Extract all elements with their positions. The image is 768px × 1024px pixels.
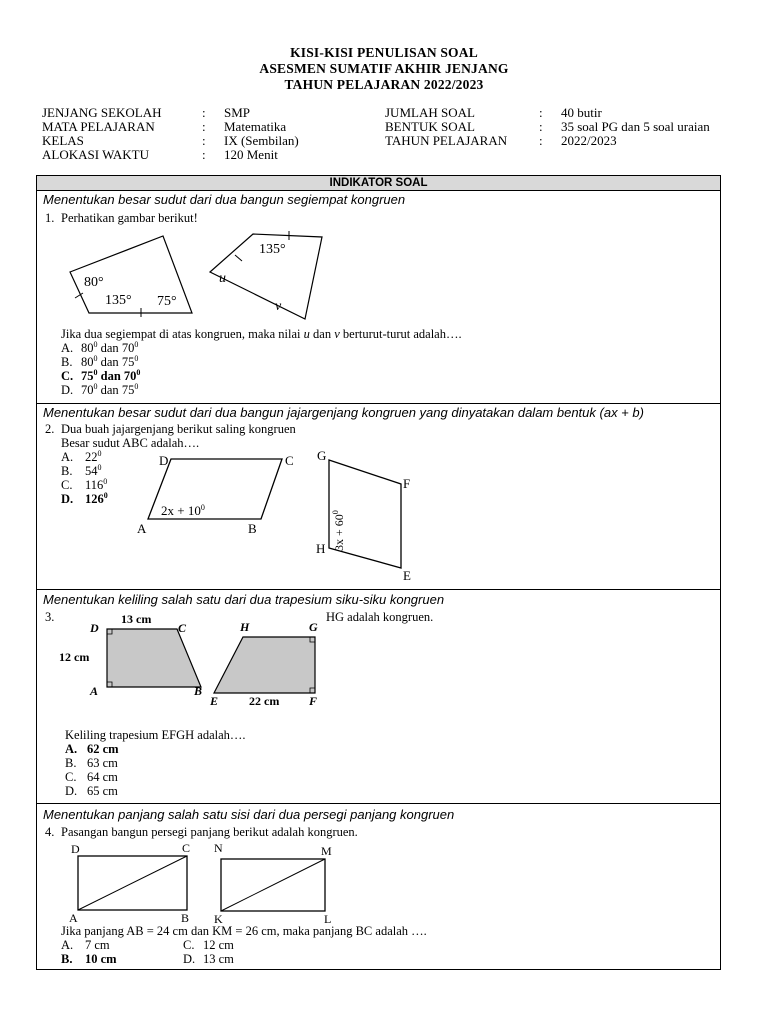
q1-angle-75: 75°	[157, 294, 177, 309]
option-letter: D.	[65, 784, 78, 798]
option-value: 7 cm	[85, 938, 110, 952]
q1-question-pre: Jika dua segiempat di atas kongruen, maka nilai	[61, 327, 304, 341]
q1-number: 1.	[45, 211, 55, 225]
degree-mark: 0	[93, 368, 98, 377]
option-value: 10 cm	[85, 952, 117, 966]
q2-line-2: Besar sudut ABC adalah….	[61, 436, 200, 450]
option-letter: A.	[61, 450, 74, 464]
q4-number: 4.	[45, 825, 55, 839]
meta-label: JENJANG SEKOLAH	[42, 105, 162, 120]
meta-colon: :	[202, 119, 206, 134]
q1-var-v: v	[275, 299, 282, 314]
q3-vertex-d: D	[90, 621, 99, 635]
q1-angle-135-right: 135°	[259, 242, 286, 257]
q3-vertex-g: G	[309, 620, 318, 634]
q1-question-mid: dan	[309, 327, 335, 341]
meta-label: ALOKASI WAKTU	[42, 147, 150, 162]
q1-question-u: u	[303, 327, 310, 341]
title-line-2: ASESMEN SUMATIF AKHIR JENJANG	[259, 61, 509, 76]
q2-figure	[37, 403, 720, 589]
q1-option-a[interactable]	[61, 341, 138, 355]
q3-trapezoid-abcd	[107, 629, 201, 687]
option-value: 12 cm	[203, 938, 234, 952]
q3-label-bottom: 22 cm	[249, 694, 280, 708]
meta-colon: :	[539, 105, 543, 120]
q2-line-1: Dua buah jajargenjang berikut saling kongruen	[61, 422, 296, 436]
q3-label-top: 13 cm	[121, 612, 152, 626]
q4-vertex-a: A	[69, 911, 78, 925]
option-value: 80	[81, 355, 94, 369]
option-sep: dan	[97, 383, 122, 397]
option-letter: A.	[61, 341, 74, 355]
q2-vertex-e: E	[403, 568, 411, 583]
option-letter: B.	[61, 952, 73, 966]
meta-value: SMP	[224, 105, 251, 120]
q3-number: 3.	[45, 610, 55, 624]
q4-vertex-b: B	[181, 911, 190, 925]
q2-vertex-g: G	[317, 448, 327, 463]
q4-indicator: Menentukan panjang salah satu sisi dari dua persegi panjang kongruen	[43, 807, 455, 822]
q4-vertex-n: N	[214, 841, 223, 855]
q3-option-d[interactable]	[65, 784, 118, 798]
q2-vertex-a: A	[137, 521, 147, 536]
meta-colon: :	[202, 133, 206, 148]
option-value: 70	[121, 341, 135, 355]
q2-number: 2.	[45, 422, 55, 436]
option-value: 13 cm	[203, 952, 234, 966]
meta-value: 2022/2023	[561, 133, 617, 148]
degree-mark: 0	[97, 463, 102, 472]
degree-mark: 0	[97, 449, 102, 458]
option-value: 70	[81, 383, 94, 397]
option-value: 63 cm	[87, 756, 118, 770]
q1-prompt: Perhatikan gambar berikut!	[61, 211, 198, 225]
option-letter: A.	[61, 938, 74, 952]
option-letter: A.	[65, 742, 78, 756]
option-sep: dan	[97, 369, 124, 383]
q1-option-b[interactable]	[61, 355, 138, 369]
q1-var-u: u	[219, 271, 226, 286]
option-letter: C.	[65, 770, 77, 784]
meta-value: 35 soal PG dan 5 soal uraian	[561, 119, 710, 134]
option-value: 75	[81, 369, 94, 383]
q1-option-c[interactable]	[61, 369, 140, 383]
option-letter: D.	[183, 952, 196, 966]
q4-option-d[interactable]	[183, 952, 234, 966]
q3-label-side: 12 cm	[59, 650, 90, 664]
option-sep: dan	[97, 341, 122, 355]
option-letter: C.	[61, 478, 73, 492]
q4-vertex-m: M	[321, 844, 332, 858]
option-letter: D.	[61, 492, 74, 506]
q2-vertex-h: H	[316, 541, 326, 556]
indicator-table	[36, 175, 721, 970]
q4-vertex-c: C	[182, 841, 191, 855]
meta-value: 120 Menit	[224, 147, 278, 162]
q1-angle-135-left: 135°	[105, 293, 132, 308]
meta-label: TAHUN PELAJARAN	[385, 133, 508, 148]
q4-option-c[interactable]	[183, 938, 234, 952]
q3-figure	[37, 589, 720, 803]
degree-mark: 0	[93, 382, 98, 391]
q1-angle-80: 80°	[84, 275, 104, 290]
q3-vertex-e: E	[210, 694, 219, 708]
q3-question: Keliling trapesium EFGH adalah….	[65, 728, 246, 742]
option-value: 70	[123, 369, 137, 383]
q3-text-fragment: HG adalah kongruen.	[326, 610, 434, 624]
option-value: 80	[81, 341, 94, 355]
meta-colon: :	[202, 105, 206, 120]
q2-expr-1: $2x + 10^0$	[161, 503, 205, 518]
option-value: 54	[85, 464, 98, 478]
q3-vertex-a: A	[90, 684, 99, 698]
option-letter: B.	[61, 464, 73, 478]
q2-vertex-b: B	[248, 521, 257, 536]
q3-option-b[interactable]	[65, 756, 118, 770]
option-value: 116	[85, 478, 104, 492]
meta-colon: :	[539, 119, 543, 134]
q4-vertex-d: D	[71, 842, 80, 856]
q2-vertex-c: C	[285, 453, 294, 468]
q4-diagonal-ac	[78, 856, 187, 910]
option-value: 126	[85, 492, 104, 506]
table-header: INDIKATOR SOAL	[37, 176, 720, 191]
q1-question	[61, 327, 462, 341]
q1-indicator: Menentukan besar sudut dari dua bangun segiempat kongruen	[43, 192, 406, 207]
meta-label: MATA PELAJARAN	[42, 119, 155, 134]
degree-mark: 0	[93, 354, 98, 363]
q3-vertex-c: C	[178, 621, 187, 635]
q4-option-b[interactable]	[61, 952, 117, 966]
meta-value: Matematika	[224, 119, 287, 134]
q2-expr-2: $3x + 60^0$	[331, 510, 346, 551]
q2-indicator: Menentukan besar sudut dari dua bangun jajargenjang kongruen yang dinyatakan dalam bentuk (ax + b)	[43, 405, 644, 420]
q3-vertex-f: F	[309, 694, 318, 708]
q1-question-v: v	[334, 327, 340, 341]
q2-vertex-d: D	[159, 453, 169, 468]
option-sep: dan	[97, 355, 122, 369]
degree-mark: 0	[103, 477, 108, 486]
meta-label: BENTUK SOAL	[385, 119, 475, 134]
q3-trapezoid-efgh	[214, 637, 315, 693]
q4-figure	[37, 803, 720, 971]
degree-mark: 0	[134, 340, 139, 349]
q3-indicator: Menentukan keliling salah satu dari dua trapesium siku-siku kongruen	[43, 592, 445, 607]
meta-label: KELAS	[42, 133, 84, 148]
q2-vertex-f: F	[403, 476, 411, 491]
meta-colon: :	[539, 133, 543, 148]
option-letter: D.	[61, 383, 74, 397]
option-value: 62 cm	[87, 742, 119, 756]
q3-option-a[interactable]	[65, 742, 119, 756]
q4-prompt: Pasangan bangun persegi panjang berikut adalah kongruen.	[61, 825, 358, 839]
q4-diagonal-km	[221, 859, 325, 911]
q4-question: Jika panjang AB = 24 cm dan KM = 26 cm, maka panjang BC adalah ….	[61, 924, 427, 938]
degree-mark: 0	[93, 340, 98, 349]
q4-vertex-k: K	[214, 912, 223, 926]
degree-mark: 0	[134, 354, 139, 363]
option-letter: B.	[61, 355, 73, 369]
q3-option-c[interactable]	[65, 770, 118, 784]
option-value: 75	[121, 383, 135, 397]
degree-mark: 0	[136, 368, 141, 377]
meta-value: 40 butir	[561, 105, 602, 120]
q1-question-post: berturut-turut adalah….	[339, 327, 462, 341]
option-letter: B.	[65, 756, 77, 770]
title-line-3: TAHUN PELAJARAN 2022/2023	[284, 77, 484, 92]
degree-mark: 0	[103, 491, 108, 500]
q1-option-d[interactable]	[61, 383, 138, 397]
q4-vertex-l: L	[324, 912, 332, 926]
option-value: 75	[121, 355, 135, 369]
meta-label: JUMLAH SOAL	[385, 105, 475, 120]
degree-mark: 0	[134, 382, 139, 391]
q4-option-a[interactable]	[61, 938, 110, 952]
q3-vertex-b: B	[194, 684, 203, 698]
meta-colon: :	[202, 147, 206, 162]
option-value: 22	[85, 450, 98, 464]
title-line-1: KISI-KISI PENULISAN SOAL	[290, 45, 478, 60]
option-value: 64 cm	[87, 770, 118, 784]
option-value: 65 cm	[87, 784, 118, 798]
q3-vertex-h: H	[240, 620, 250, 634]
meta-value: IX (Sembilan)	[224, 133, 299, 148]
q1-tick-mark	[235, 255, 242, 261]
option-letter: C.	[183, 938, 195, 952]
option-letter: C.	[61, 369, 74, 383]
